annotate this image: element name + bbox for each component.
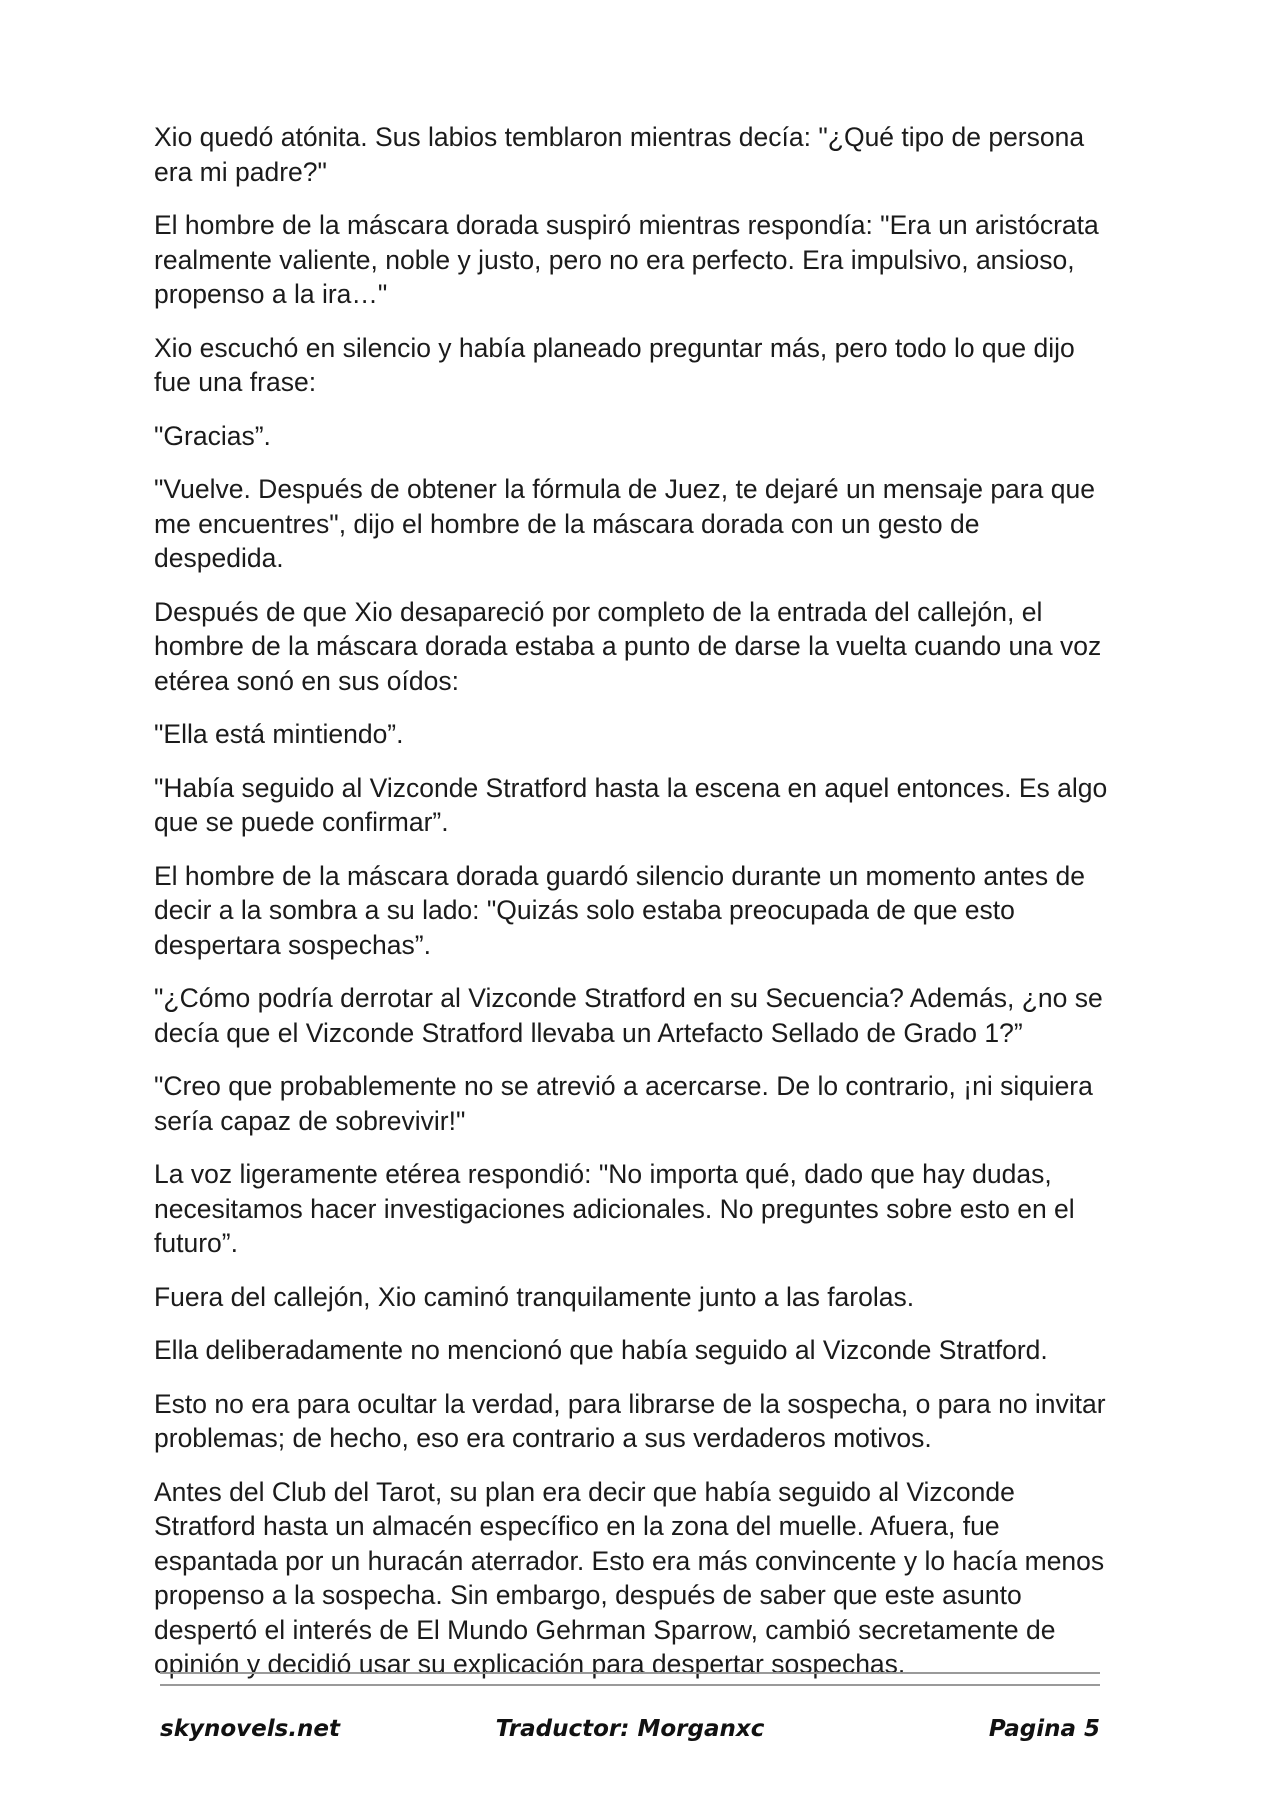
paragraph: "¿Cómo podría derrotar al Vizconde Stratford en su Secuencia? Además, ¿no se decía que el Vizconde Stratford llevaba un Artefacto Sellado de Grado 1?” — [154, 983, 1103, 1048]
paragraph: Ella deliberadamente no mencionó que había seguido al Vizconde Stratford. — [154, 1335, 1048, 1365]
footer-site: skynovels.net — [160, 1716, 341, 1742]
footer-divider — [160, 1684, 1100, 1686]
paragraph: Antes del Club del Tarot, su plan era decir que había seguido al Vizconde Stratford hasta un almacén específico en la zona del muelle. Afuera, fue espantada por un huracán aterrador. Esto era más convincente y lo hacía menos propenso a la sospecha. Sin embargo, después de saber que este asunto despertó el interés de El Mundo Gehrman Sparrow, cambió secretamente de opinión y decidió usar su explicación para despertar sospechas. — [154, 1476, 1105, 1679]
paragraph: "Ella está mintiendo”. — [154, 719, 404, 749]
paragraph: "Creo que probablemente no se atrevió a acercarse. De lo contrario, ¡ni siquiera sería capaz de sobrevivir!" — [154, 1071, 1093, 1136]
footer-translator: Traductor: Morganxc — [495, 1716, 765, 1742]
paragraph: Xio escuchó en silencio y había planeado preguntar más, pero todo lo que dijo fue una frase: — [154, 332, 1075, 397]
paragraph: Esto no era para ocultar la verdad, para librarse de la sospecha, o para no invitar problemas; de hecho, eso era contrario a sus verdaderos motivos. — [154, 1388, 1106, 1453]
paragraph: El hombre de la máscara dorada suspiró mientras respondía: "Era un aristócrata realmente valiente, noble y justo, pero no era perfecto. Era impulsivo, ansioso, propenso a la ira…" — [154, 210, 1099, 309]
paragraph: "Vuelve. Después de obtener la fórmula de Juez, te dejaré un mensaje para que me encuentres", dijo el hombre de la máscara dorada con un gesto de despedida. — [154, 474, 1095, 573]
footer-page-number: Pagina 5 — [988, 1716, 1100, 1742]
paragraph: Después de que Xio desapareció por completo de la entrada del callejón, el hombre de la máscara dorada estaba a punto de darse la vuelta cuando una voz etérea sonó en sus oídos: — [154, 596, 1102, 696]
paragraph: La voz ligeramente etérea respondió: "No importa qué, dado que hay dudas, necesitamos hacer investigaciones adicionales. No preguntes sobre esto en el futuro”. — [154, 1159, 1075, 1258]
paragraph: Xio quedó atónita. Sus labios temblaron mientras decía: "¿Qué tipo de persona era mi padre?" — [154, 122, 1085, 187]
paragraph: Fuera del callejón, Xio caminó tranquilamente junto a las farolas. — [154, 1281, 915, 1312]
page-footer — [160, 1716, 1100, 1756]
paragraph: "Gracias”. — [154, 420, 271, 451]
page-body — [154, 120, 1114, 1701]
footer-divider — [160, 1672, 1100, 1674]
paragraph: El hombre de la máscara dorada guardó silencio durante un momento antes de decir a la sombra a su lado: "Quizás solo estaba preocupada de que esto despertara sospechas”. — [154, 860, 1086, 960]
paragraph: "Había seguido al Vizconde Stratford hasta la escena en aquel entonces. Es algo que se puede confirmar”. — [154, 772, 1108, 837]
